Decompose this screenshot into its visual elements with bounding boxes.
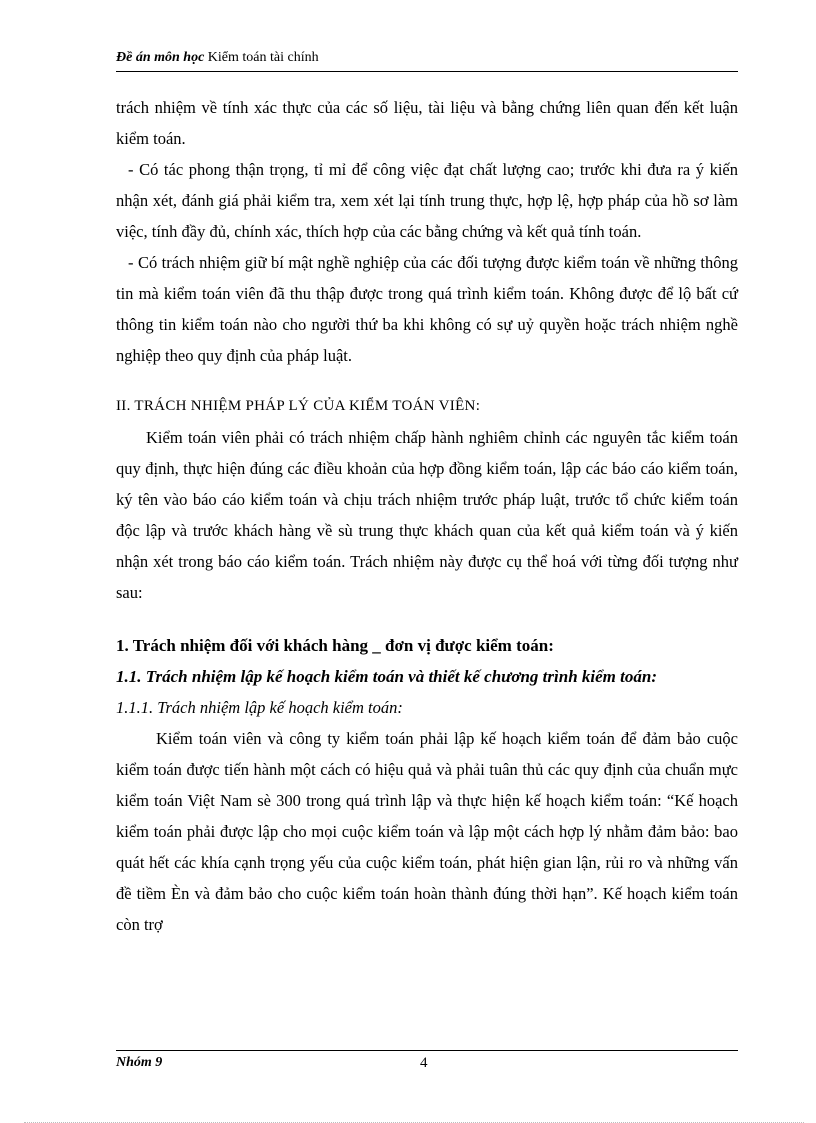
header-course-label: Đề án môn học (116, 50, 205, 65)
paragraph-legal-responsibility: Kiểm toán viên phải có trách nhiệm chấp hành nghiêm chỉnh các nguyên tắc kiểm toán quy định, thực hiện đúng các điều khoản của hợp đồng kiểm toán, lập các báo cáo kiểm toán, ký tên vào báo cáo kiểm toán và chịu trách nhiệm trước pháp luật, trước tổ chức kiểm toán độc lập và trước khách hàng về sù trung thực khách quan của kết quả kiểm toán và ý kiến nhận xét trong báo cáo kiểm toán. Trách nhiệm này được cụ thể hoá với từng đối tượng như sau: (116, 428, 738, 602)
paragraph-confidentiality: - Có trách nhiệm giữ bí mật nghề nghiệp của các đối tượng được kiểm toán về những thông tin mà kiểm toán viên đã thu thập được trong quá trình kiểm toán. Không được để lộ bất cứ thông tin kiểm toán nào cho người thứ ba khi không có sự uỷ quyền hoặc trách nhiệm nghề nghiệp theo quy định của pháp luật. (116, 253, 738, 365)
document-body (116, 92, 738, 940)
heading-audit-planning-program: 1.1. Trách nhiệm lập kế hoạch kiểm toán và thiết kế chương trình kiểm toán: (116, 667, 657, 686)
page-header (116, 50, 738, 66)
header-divider (116, 71, 738, 72)
page-number: 4 (420, 1055, 428, 1071)
header-subject: Kiểm toán tài chính (204, 50, 319, 65)
paragraph-careful-manner: - Có tác phong thận trọng, tỉ mỉ để công việc đạt chất lượng cao; trước khi đưa ra ý kiến nhận xét, đánh giá phải kiểm tra, xem xét lại tính trung thực, hợp lệ, hợp pháp của hồ sơ làm việc, tính đầy đủ, chính xác, thích hợp của các bằng chứng và kết quả tính toán. (116, 160, 738, 241)
heading-client-responsibility: 1. Trách nhiệm đối với khách hàng _ đơn vị được kiểm toán: (116, 636, 554, 655)
heading-audit-planning: 1.1.1. Trách nhiệm lập kế hoạch kiểm toán: (116, 698, 403, 717)
section-heading-legal-responsibility: II. TRÁCH NHIỆM PHÁP LÝ CỦA KIỂM TOÁN VIÊN: (116, 398, 481, 414)
footer-group-label: Nhóm 9 (116, 1055, 163, 1070)
footer-divider (116, 1050, 738, 1051)
paragraph-responsibility-evidence: trách nhiệm về tính xác thực của các số liệu, tài liệu và bằng chứng liên quan đến kết luận kiểm toán. (116, 98, 738, 148)
paragraph-audit-planning: Kiểm toán viên và công ty kiểm toán phải lập kế hoạch kiểm toán để đảm bảo cuộc kiểm toán được tiến hành một cách có hiệu quả và phải tuân thủ các quy định của chuẩn mực kiểm toán Việt Nam sè 300 trong quá trình lập và thực hiện kế hoạch kiểm toán: “Kế hoạch kiểm toán phải được lập cho mọi cuộc kiểm toán và lập một cách hợp lý nhằm đảm bảo: bao quát hết các khía cạnh trọng yếu của cuộc kiểm toán, phát hiện gian lận, rủi ro và những vấn đề tiềm Èn và đảm bảo cho cuộc kiểm toán hoàn thành đúng thời hạn”. Kế hoạch kiểm toán còn trợ (116, 729, 738, 934)
